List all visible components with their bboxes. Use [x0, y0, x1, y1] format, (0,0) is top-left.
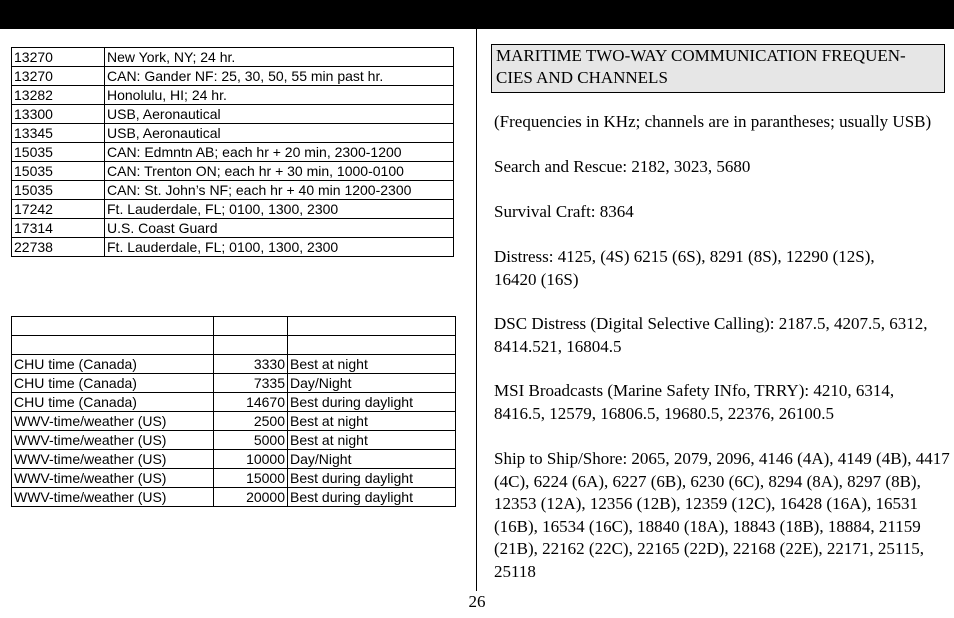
table-cell	[214, 317, 288, 336]
table-row	[12, 143, 454, 162]
table-cell: Best at night	[288, 431, 456, 450]
table-cell	[214, 336, 288, 355]
heading-line-1: MARITIME TWO-WAY COMMUNICATION FREQUEN-	[496, 46, 906, 65]
table-cell: Best during daylight	[288, 469, 456, 488]
table-cell: CHU time (Canada)	[12, 355, 214, 374]
table-row	[12, 393, 456, 412]
table-cell: WWV-time/weather (US)	[12, 431, 214, 450]
table-cell: 20000	[214, 488, 288, 507]
table-cell: 5000	[214, 431, 288, 450]
table-cell: USB, Aeronautical	[105, 105, 454, 124]
ship-to-shore-paragraph: Ship to Ship/Shore: 2065, 2079, 2096, 4146 (4A), 4149 (4B), 4417 (4C), 6224 (6A), 6227 (6B), 6230 (6C), 8294 (8A), 8297 (8B), 12353 (12A), 12356 (12B), 12359 (12C), 16428 (16A), 16531 (16B), 16534 (16C), 18840 (18A), 18843 (18B), 18884, 21159 (21B), 22162 (22C), 22165 (22D), 22168 (22E), 22171, 25115, 25118	[494, 449, 950, 581]
table-cell: 2500	[214, 412, 288, 431]
table-cell: Best at night	[288, 355, 456, 374]
table-cell: 15035	[12, 162, 105, 181]
table-cell	[288, 336, 456, 355]
table-cell: 13300	[12, 105, 105, 124]
time-signal-table	[11, 316, 456, 507]
table-cell: USB, Aeronautical	[105, 124, 454, 143]
table-cell: Day/Night	[288, 374, 456, 393]
table-cell: Best during daylight	[288, 393, 456, 412]
table-row	[12, 219, 454, 238]
table-cell: Ft. Lauderdale, FL; 0100, 1300, 2300	[105, 238, 454, 257]
table-cell: WWV-time/weather (US)	[12, 488, 214, 507]
table-row	[12, 162, 454, 181]
table-cell	[288, 317, 456, 336]
table-cell: 13270	[12, 48, 105, 67]
table-cell: 10000	[214, 450, 288, 469]
table-cell: 13282	[12, 86, 105, 105]
table-cell: 13345	[12, 124, 105, 143]
table-row	[12, 238, 454, 257]
table-cell: CAN: St. John’s NF; each hr + 40 min 1200-2300	[105, 181, 454, 200]
table-row	[12, 124, 454, 143]
intro-paragraph: (Frequencies in KHz; channels are in parantheses; usually USB)	[494, 112, 932, 131]
table-cell: Best at night	[288, 412, 456, 431]
table-cell: 7335	[214, 374, 288, 393]
table-cell: 15035	[12, 181, 105, 200]
page-number: 26	[468, 592, 486, 611]
table-cell	[12, 336, 214, 355]
search-rescue-paragraph: Search and Rescue: 2182, 3023, 5680	[494, 157, 751, 176]
table-cell: 13270	[12, 67, 105, 86]
survival-craft-paragraph: Survival Craft: 8364	[494, 202, 634, 221]
table-row	[12, 105, 454, 124]
table-row	[12, 48, 454, 67]
table-row	[12, 86, 454, 105]
table-row	[12, 355, 456, 374]
table-row	[12, 374, 456, 393]
table-cell: WWV-time/weather (US)	[12, 469, 214, 488]
heading-line-2: CIES AND CHANNELS	[496, 68, 668, 87]
table-cell: Best during daylight	[288, 488, 456, 507]
section-heading	[491, 44, 945, 93]
table-row	[12, 412, 456, 431]
table-row	[12, 67, 454, 86]
table-cell: 15000	[214, 469, 288, 488]
table-cell: Ft. Lauderdale, FL; 0100, 1300, 2300	[105, 200, 454, 219]
table-cell: New York, NY; 24 hr.	[105, 48, 454, 67]
table-cell: CHU time (Canada)	[12, 374, 214, 393]
table-cell	[12, 317, 214, 336]
table-cell: 17314	[12, 219, 105, 238]
msi-broadcasts-paragraph: MSI Broadcasts (Marine Safety INfo, TRRY): 4210, 6314, 8416.5, 12579, 16806.5, 19680.5, 22376, 26100.5	[494, 381, 895, 423]
table-row	[12, 336, 456, 355]
table-cell: CHU time (Canada)	[12, 393, 214, 412]
distress-paragraph: Distress: 4125, (4S) 6215 (6S), 8291 (8S), 12290 (12S), 16420 (16S)	[494, 247, 875, 289]
table-row	[12, 317, 456, 336]
top-black-bar	[0, 0, 954, 29]
frequency-table	[11, 47, 454, 257]
table-cell: CAN: Edmntn AB; each hr + 20 min, 2300-1200	[105, 143, 454, 162]
table-cell: 22738	[12, 238, 105, 257]
table-row	[12, 200, 454, 219]
table-cell: CAN: Gander NF: 25, 30, 50, 55 min past hr.	[105, 67, 454, 86]
table-cell: WWV-time/weather (US)	[12, 412, 214, 431]
table-cell: CAN: Trenton ON; each hr + 30 min, 1000-0100	[105, 162, 454, 181]
table-row	[12, 450, 456, 469]
table-row	[12, 181, 454, 200]
table-row	[12, 469, 456, 488]
table-row	[12, 431, 456, 450]
table-cell: Day/Night	[288, 450, 456, 469]
table-cell: U.S. Coast Guard	[105, 219, 454, 238]
table-cell: 3330	[214, 355, 288, 374]
table-cell: WWV-time/weather (US)	[12, 450, 214, 469]
table-cell: 17242	[12, 200, 105, 219]
table-cell: 14670	[214, 393, 288, 412]
column-divider	[476, 29, 477, 591]
dsc-distress-paragraph: DSC Distress (Digital Selective Calling): 2187.5, 4207.5, 6312, 8414.521, 16804.5	[494, 314, 928, 356]
table-row	[12, 488, 456, 507]
table-cell: Honolulu, HI; 24 hr.	[105, 86, 454, 105]
table-cell: 15035	[12, 143, 105, 162]
